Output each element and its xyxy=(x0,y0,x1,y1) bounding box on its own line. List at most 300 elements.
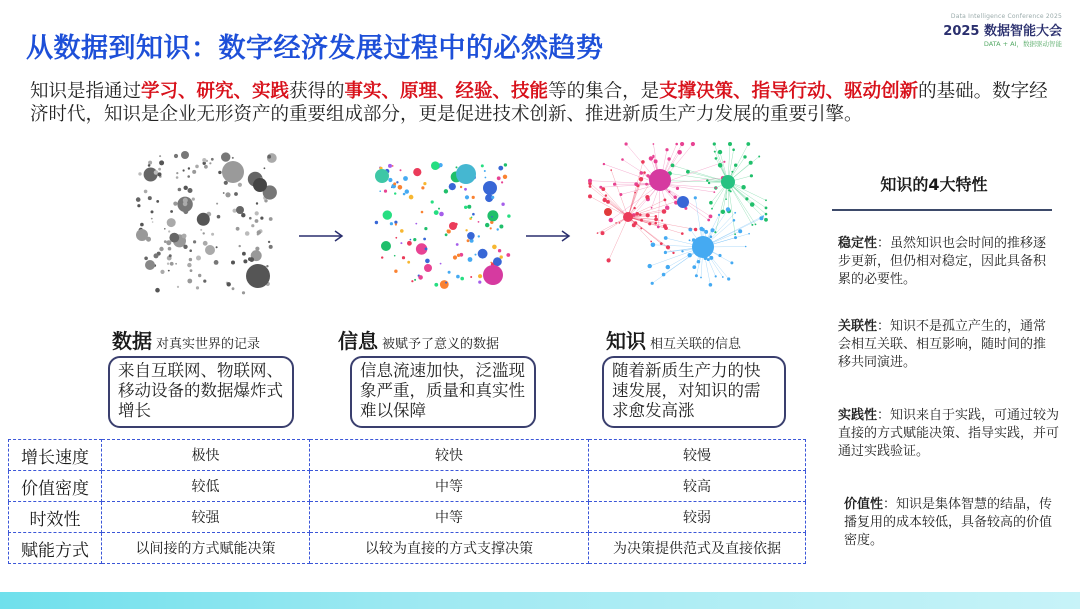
info-dot xyxy=(424,227,427,230)
data-dot xyxy=(232,157,234,159)
data-dot xyxy=(243,259,247,263)
data-dot xyxy=(178,188,182,192)
network-node xyxy=(750,202,755,207)
network-node xyxy=(723,161,725,163)
network-node xyxy=(692,265,696,269)
data-dot xyxy=(166,240,171,245)
network-node xyxy=(666,265,670,269)
info-dot xyxy=(384,190,387,193)
network-node xyxy=(603,163,605,165)
info-dot xyxy=(500,255,503,258)
network-hub xyxy=(692,236,714,258)
network-node xyxy=(764,218,768,222)
network-node xyxy=(609,218,613,222)
network-node xyxy=(681,232,684,235)
stage-information-bubble: 信息流速加快，泛滥现象严重，质量和真实性难以保障 xyxy=(350,356,536,428)
info-dot xyxy=(415,223,417,225)
data-dot xyxy=(136,229,148,241)
network-node xyxy=(633,207,635,209)
info-dot xyxy=(460,186,462,188)
info-dot xyxy=(400,242,402,244)
network-node xyxy=(745,197,748,200)
info-dot xyxy=(439,212,444,217)
network-node xyxy=(588,194,592,198)
network-node xyxy=(601,187,605,191)
table-cell: 较弱 xyxy=(589,502,806,533)
network-node xyxy=(728,142,732,146)
bottom-accent-bar xyxy=(0,592,1080,609)
intro-text-1: 知识是指通过 xyxy=(30,81,142,102)
network-node xyxy=(748,233,750,235)
data-dot xyxy=(173,202,177,206)
info-dot xyxy=(434,283,438,287)
info-dot xyxy=(501,181,503,183)
data-dot xyxy=(221,152,230,161)
info-dot xyxy=(491,196,494,199)
network-node xyxy=(661,219,663,221)
info-dot xyxy=(456,164,476,184)
network-node xyxy=(750,174,753,177)
network-node xyxy=(691,142,695,146)
data-dot xyxy=(169,233,179,243)
network-node xyxy=(676,187,679,190)
data-dot xyxy=(159,160,164,165)
data-dot xyxy=(148,196,152,200)
info-dot xyxy=(403,176,408,181)
info-dot xyxy=(453,255,457,259)
data-dot xyxy=(196,286,199,289)
network-node xyxy=(715,187,717,189)
information-scatter-illustration xyxy=(368,158,518,293)
network-node xyxy=(603,198,607,202)
network-node xyxy=(680,142,684,146)
data-dot xyxy=(158,172,162,176)
network-node xyxy=(657,226,660,229)
info-dot xyxy=(398,185,403,190)
intro-paragraph xyxy=(30,80,1050,126)
data-dot xyxy=(151,218,153,220)
network-node xyxy=(655,215,658,218)
info-dot xyxy=(447,230,451,234)
info-dot xyxy=(478,221,480,223)
data-dot xyxy=(168,270,170,272)
table-cell: 为决策提供范式及直接依据 xyxy=(589,533,806,564)
stage-data-bubble: 来自互联网、物联网、移动设备的数据爆炸式增长 xyxy=(108,356,294,428)
info-dot xyxy=(503,175,507,179)
network-node xyxy=(660,242,663,245)
network-node xyxy=(664,236,668,240)
data-dot xyxy=(249,217,252,220)
data-dot xyxy=(222,161,244,183)
info-dot xyxy=(478,235,480,237)
network-node xyxy=(709,283,713,287)
info-dot xyxy=(478,249,488,259)
network-hub xyxy=(604,208,612,216)
info-dot xyxy=(481,164,484,167)
network-node xyxy=(726,207,730,211)
data-dot xyxy=(155,288,160,293)
data-dot xyxy=(242,291,245,294)
network-node xyxy=(665,148,668,151)
stage-data-name: 数据 xyxy=(112,329,152,353)
row-label: 增长速度 xyxy=(9,440,102,471)
info-dot xyxy=(394,192,396,194)
data-dot xyxy=(195,165,199,169)
data-dot xyxy=(176,176,179,179)
property-stability xyxy=(838,235,1052,289)
network-node xyxy=(730,190,732,192)
info-dot xyxy=(499,225,503,229)
info-dot xyxy=(379,190,381,192)
data-dot xyxy=(189,249,192,252)
knowledge-network-illustration xyxy=(588,142,768,307)
network-node xyxy=(707,258,710,261)
network-node xyxy=(589,185,592,188)
info-dot xyxy=(383,210,392,219)
data-dot xyxy=(190,269,193,272)
info-dot xyxy=(475,254,477,256)
network-node xyxy=(662,209,667,214)
row-label: 赋能方式 xyxy=(9,533,102,564)
property-name: 稳定性 xyxy=(838,236,878,251)
stage-data-heading xyxy=(112,325,260,354)
info-dot xyxy=(411,280,413,282)
data-dot xyxy=(255,219,259,223)
network-node xyxy=(743,155,746,158)
table-cell: 较强 xyxy=(102,502,310,533)
data-dot xyxy=(241,213,245,217)
table-cell: 较慢 xyxy=(589,440,806,471)
data-dot xyxy=(203,280,206,283)
info-dot xyxy=(444,189,448,193)
data-dot xyxy=(164,240,167,243)
data-dot xyxy=(264,167,266,169)
network-node xyxy=(694,196,697,199)
network-hub xyxy=(623,212,633,222)
intro-text-4: 的基础。数字经济时代，知识是企业无形资产的重要组成部分，更是促进技术创新、推进新质生产力发展的重要引擎。 xyxy=(30,81,1048,125)
property-text: ：知识来自于实践，可通过较为直接的方式赋能决策、指导实践，并可通过实践验证。 xyxy=(838,408,1060,459)
data-dot xyxy=(205,245,215,255)
info-dot xyxy=(491,216,493,218)
network-node xyxy=(643,171,646,174)
network-node xyxy=(714,231,716,233)
network-hub xyxy=(677,196,689,208)
info-dot xyxy=(490,227,492,229)
info-dot xyxy=(497,176,501,180)
info-dot xyxy=(375,169,389,183)
network-node xyxy=(725,198,727,200)
network-node xyxy=(697,260,700,263)
data-dot xyxy=(183,169,185,171)
info-dot xyxy=(409,195,414,200)
network-node xyxy=(648,222,651,225)
data-dots xyxy=(136,151,277,294)
stage-knowledge-desc: 相互关联的信息 xyxy=(650,337,742,352)
network-node xyxy=(610,169,612,171)
data-dot xyxy=(269,245,273,249)
network-node xyxy=(621,158,624,161)
network-node xyxy=(650,241,652,243)
table-row xyxy=(9,471,806,502)
arrow-right-icon xyxy=(297,229,347,243)
data-dot xyxy=(137,204,140,207)
network-node xyxy=(640,227,642,229)
data-dot xyxy=(245,231,250,236)
network-node xyxy=(745,246,747,248)
data-dot xyxy=(200,229,202,231)
info-dot xyxy=(407,241,412,246)
info-dot xyxy=(390,222,393,225)
panel-divider xyxy=(832,209,1052,211)
network-node xyxy=(681,250,683,252)
info-dot xyxy=(501,203,504,206)
info-dot xyxy=(423,182,426,185)
info-dot xyxy=(456,243,459,246)
data-dot xyxy=(159,155,161,157)
info-dot xyxy=(498,249,501,252)
network-node xyxy=(755,224,757,226)
data-dot xyxy=(167,218,176,227)
network-node xyxy=(632,223,636,227)
network-node xyxy=(746,142,750,146)
network-node xyxy=(688,253,692,257)
network-node xyxy=(738,229,742,233)
data-dot xyxy=(209,162,211,164)
data-dot xyxy=(176,172,178,174)
intro-text-2: 获得的 xyxy=(289,81,345,102)
panel-title: 知识的4大特性 xyxy=(880,175,988,194)
network-node xyxy=(665,206,669,210)
row-label: 时效性 xyxy=(9,502,102,533)
network-node xyxy=(677,150,682,155)
network-node xyxy=(718,150,722,154)
stage-information-heading xyxy=(338,325,499,354)
info-dot xyxy=(394,221,397,224)
data-dot xyxy=(174,154,178,158)
network-node xyxy=(721,210,725,214)
info-dot xyxy=(414,279,416,281)
info-dot xyxy=(393,182,396,185)
network-node xyxy=(664,226,668,230)
network-node xyxy=(588,179,592,183)
intro-highlight-2: 事实、原理、经验、技能 xyxy=(344,81,549,102)
info-dot xyxy=(388,164,392,168)
info-dot xyxy=(472,196,475,199)
info-dot xyxy=(448,271,451,274)
data-dot xyxy=(184,186,188,190)
property-relevance xyxy=(838,318,1052,372)
info-dot xyxy=(400,229,404,233)
info-dot xyxy=(485,177,487,179)
data-dot xyxy=(232,287,235,290)
network-node xyxy=(664,251,667,254)
info-dot xyxy=(490,262,492,264)
info-dot xyxy=(485,223,489,227)
network-node xyxy=(730,261,733,264)
network-edge xyxy=(611,170,628,217)
data-dot xyxy=(168,247,172,251)
info-dot xyxy=(470,276,472,278)
info-dot xyxy=(440,280,449,289)
data-dot xyxy=(144,257,148,261)
data-dot xyxy=(198,274,201,277)
info-dot xyxy=(483,265,503,285)
intro-highlight-3: 支撑决策、指导行动、驱动创新 xyxy=(659,81,919,102)
info-dot xyxy=(423,238,426,241)
data-dot xyxy=(227,282,231,286)
network-node xyxy=(654,159,658,163)
info-dot xyxy=(457,254,460,257)
logo-main-text: 2025 数据智能大会 xyxy=(943,24,1062,39)
network-node xyxy=(722,276,724,278)
data-dot xyxy=(255,211,259,215)
info-dot xyxy=(467,239,470,242)
data-dot xyxy=(203,241,208,246)
data-dot xyxy=(266,265,268,267)
network-node xyxy=(713,142,716,145)
info-dot xyxy=(445,233,448,236)
info-dot xyxy=(421,186,424,189)
info-dot xyxy=(425,259,430,264)
network-node xyxy=(704,230,708,234)
network-node xyxy=(714,151,716,153)
data-dot xyxy=(216,246,218,248)
data-dot xyxy=(188,188,193,193)
network-node xyxy=(651,282,654,285)
comparison-table xyxy=(8,439,806,564)
page-title: 从数据到知识：数字经济发展过程中的必然趋势 xyxy=(26,33,604,64)
property-practicality xyxy=(838,407,1060,461)
data-dot xyxy=(239,245,241,247)
network-node xyxy=(713,191,715,193)
data-dot xyxy=(255,247,259,251)
network-node xyxy=(709,215,713,219)
table-cell: 较快 xyxy=(310,440,589,471)
stage-knowledge-name: 知识 xyxy=(606,329,646,353)
info-dot xyxy=(394,270,397,273)
data-dot xyxy=(183,209,188,214)
info-dot xyxy=(418,275,423,280)
table-cell: 以间接的方式赋能决策 xyxy=(102,533,310,564)
data-dot xyxy=(168,230,170,232)
data-dot xyxy=(197,213,210,226)
info-dot xyxy=(456,166,458,168)
network-node xyxy=(652,156,654,158)
network-hub xyxy=(721,175,735,189)
info-dot xyxy=(402,256,405,259)
data-dot xyxy=(257,230,261,234)
data-dot xyxy=(260,217,263,220)
table-cell: 极快 xyxy=(102,440,310,471)
table-row xyxy=(9,502,806,533)
info-dot xyxy=(413,168,421,176)
info-dot xyxy=(375,221,378,224)
info-dot xyxy=(472,213,475,216)
network-node xyxy=(648,264,652,268)
data-dot xyxy=(167,263,169,265)
network-node xyxy=(765,213,768,216)
info-dot xyxy=(440,263,442,265)
data-dot xyxy=(183,245,187,249)
network-node xyxy=(727,277,730,280)
info-dot xyxy=(431,200,434,203)
network-hub xyxy=(649,169,671,191)
network-node xyxy=(751,224,753,226)
network-node xyxy=(765,207,768,210)
info-dot xyxy=(464,206,467,209)
data-dot xyxy=(159,247,163,251)
info-dot xyxy=(498,166,503,171)
network-node xyxy=(711,228,715,232)
property-text: ：知识不是孤立产生的，通常会相互关联、相互影响，随时间的推移共同演进。 xyxy=(838,319,1047,370)
data-dot xyxy=(242,252,246,256)
info-dot xyxy=(468,257,473,262)
data-dot xyxy=(214,260,219,265)
network-node xyxy=(607,258,611,262)
info-dot xyxy=(506,253,510,257)
info-dot xyxy=(434,210,439,215)
data-dot xyxy=(164,228,166,230)
info-dot xyxy=(388,178,392,182)
info-dot xyxy=(381,256,383,258)
data-dot xyxy=(148,161,152,165)
network-node xyxy=(715,157,718,160)
network-node xyxy=(695,274,698,277)
stage-information-desc: 被赋予了意义的数据 xyxy=(382,337,500,352)
data-dot xyxy=(181,151,189,159)
arrow-right-icon xyxy=(524,229,574,243)
property-value xyxy=(844,496,1056,550)
logo-subtitle-en: Data Intelligence Conference 2025 xyxy=(950,13,1062,20)
data-dot xyxy=(151,210,154,213)
network-node xyxy=(709,201,713,205)
data-dot xyxy=(187,263,191,267)
table-cell: 以较为直接的方式支撑决策 xyxy=(310,533,589,564)
network-node xyxy=(711,208,713,210)
data-dot xyxy=(248,257,252,261)
info-dot xyxy=(431,161,440,170)
network-node xyxy=(662,273,666,277)
info-dot xyxy=(413,238,416,241)
data-dot xyxy=(204,165,208,169)
data-dot xyxy=(145,260,155,270)
network-node xyxy=(646,174,649,177)
info-dot xyxy=(381,241,391,251)
info-dot xyxy=(484,170,486,172)
network-node xyxy=(653,143,655,145)
data-dot xyxy=(182,234,187,239)
data-dot xyxy=(253,178,267,192)
data-dot xyxy=(236,206,244,214)
network-node xyxy=(700,277,702,279)
info-dot xyxy=(395,237,397,239)
info-dot xyxy=(492,245,497,250)
data-dot xyxy=(269,217,273,221)
info-dot xyxy=(456,275,460,279)
network-node xyxy=(639,213,642,216)
data-dot xyxy=(154,253,159,258)
network-node xyxy=(749,161,753,165)
logo-slogan: DATA + AI，数据驱动智能 xyxy=(983,40,1062,48)
data-dot xyxy=(223,192,225,194)
data-dot xyxy=(251,224,254,227)
info-dot xyxy=(410,239,412,241)
info-dot xyxy=(465,195,469,199)
info-dot xyxy=(438,208,440,210)
info-dot xyxy=(424,264,432,272)
data-dot xyxy=(183,202,188,207)
data-dot xyxy=(148,164,151,167)
